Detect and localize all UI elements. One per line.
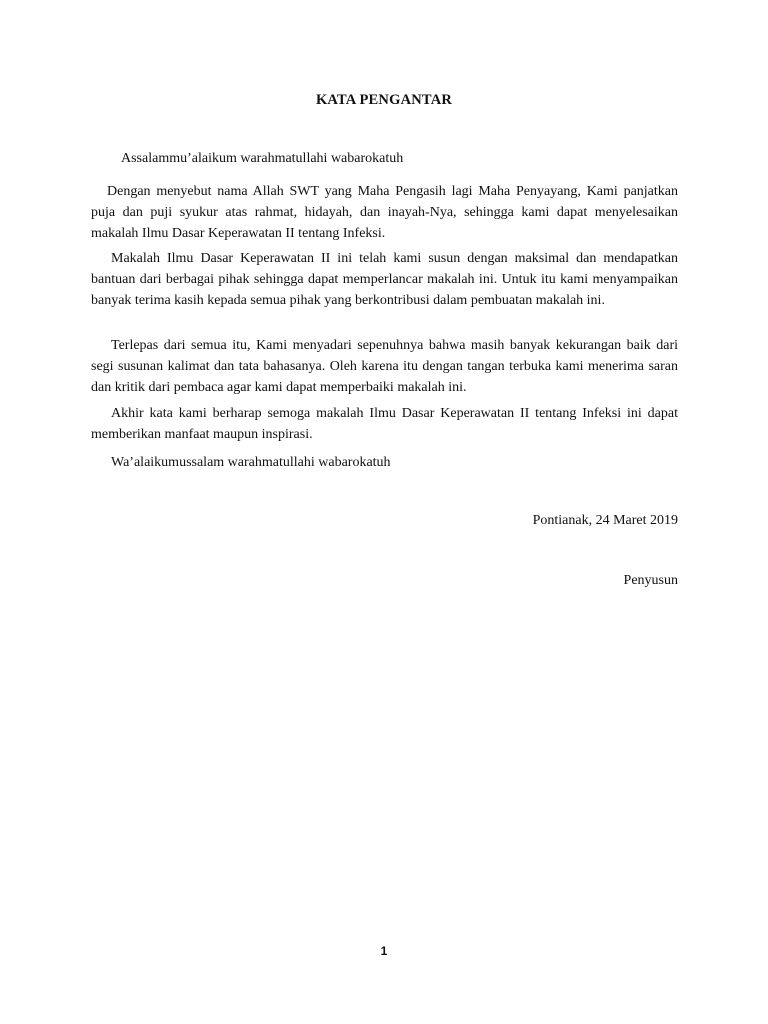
document-title: KATA PENGANTAR	[315, 92, 453, 108]
author-signature: Penyusun	[623, 573, 678, 588]
opening-greeting: Assalammu’alaikum warahmatullahi wabarokatuh	[121, 151, 404, 166]
closing-greeting: Wa’alaikumussalam warahmatullahi wabarokatuh	[111, 455, 391, 470]
page-number: 1	[380, 944, 388, 958]
paragraph-4: Akhir kata kami berharap semoga makalah Ilmu Dasar Keperawatan II tentang Infeksi ini dapat memberikan manfaat maupun inspirasi.	[91, 406, 678, 442]
place-date: Pontianak, 24 Maret 2019	[532, 513, 678, 528]
paragraph-2: Makalah Ilmu Dasar Keperawatan II ini telah kami susun dengan maksimal dan mendapatkan bantuan dari berbagai pihak sehingga dapat memperlancar makalah ini. Untuk itu kami menyampaikan banyak terima kasih kepada semua pihak yang berkontribusi dalam pembuatan makalah ini.	[91, 251, 678, 308]
paragraph-3: Terlepas dari semua itu, Kami menyadari sepenuhnya bahwa masih banyak kekurangan baik dari segi susunan kalimat dan tata bahasanya. Oleh karena itu dengan tangan terbuka kami menerima saran dan kritik dari pembaca agar kami dapat memperbaiki makalah ini.	[91, 338, 678, 395]
paragraph-1: Dengan menyebut nama Allah SWT yang Maha Pengasih lagi Maha Penyayang, Kami panjatkan puja dan puji syukur atas rahmat, hidayah, dan inayah-Nya, sehingga kami dapat menyelesaikan makalah Ilmu Dasar Keperawatan II tentang Infeksi.	[91, 184, 678, 241]
